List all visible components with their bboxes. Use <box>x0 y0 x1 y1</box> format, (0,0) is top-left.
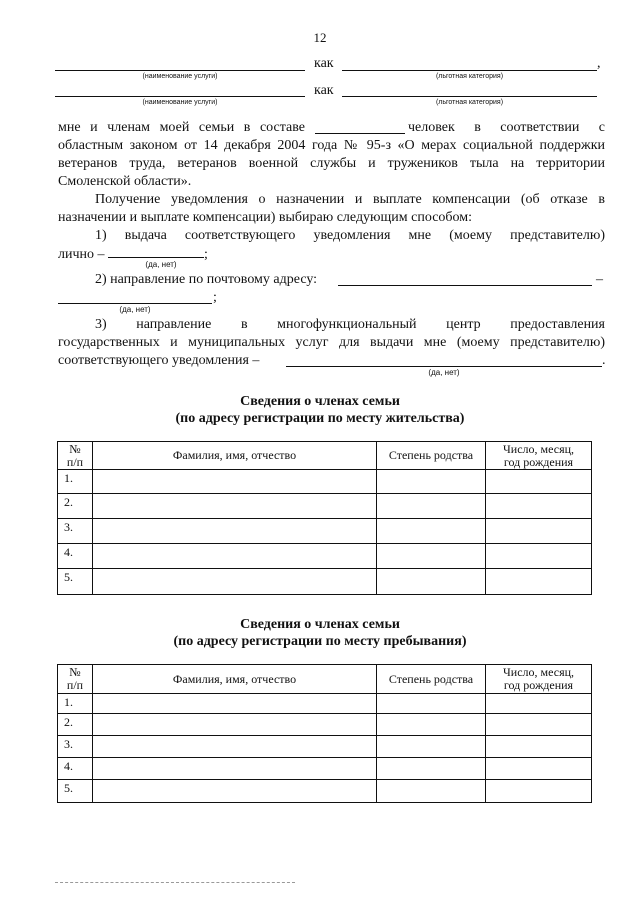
section-residence-title-line-2: (по адресу регистрации по месту жительства) <box>175 411 465 426</box>
row-number: 5. <box>58 780 93 803</box>
header-number: № п/п <box>58 442 93 470</box>
option-2-caption: (да, нет) <box>119 305 151 314</box>
section-residence-title-line-1: Сведения о членах семьи <box>240 394 400 409</box>
table-row <box>58 780 592 803</box>
full-name-cell[interactable] <box>93 758 377 780</box>
service-caption: (наименование услуги) <box>142 99 218 106</box>
table-row <box>58 736 592 758</box>
service-name-field[interactable] <box>55 70 305 71</box>
relation-cell[interactable] <box>377 694 486 714</box>
birth-date-cell[interactable] <box>486 780 592 803</box>
family-table-residence <box>57 441 592 595</box>
full-name-cell[interactable] <box>93 569 377 595</box>
section-stay-title-line-2: (по адресу регистрации по месту пребывания) <box>173 634 467 649</box>
header-birth-date: Число, месяц, год рождения <box>486 665 592 694</box>
category-field[interactable] <box>342 96 597 97</box>
option-1-caption: (да, нет) <box>145 260 177 269</box>
option-1-prefix: лично – <box>58 247 105 262</box>
row-number: 2. <box>58 494 93 519</box>
option-3-answer-field[interactable] <box>286 366 602 367</box>
row-number: 1. <box>58 470 93 494</box>
relation-cell[interactable] <box>377 519 486 544</box>
option-1-answer-field[interactable] <box>108 246 204 258</box>
section-residence-title <box>0 393 640 427</box>
option-2-answer-field[interactable] <box>58 303 212 304</box>
option-3-caption: (да, нет) <box>428 368 460 377</box>
category-caption: (льготная категория) <box>435 73 504 80</box>
full-name-cell[interactable] <box>93 470 377 494</box>
family-line-1-end: человек в соответствии с <box>408 120 605 135</box>
birth-date-cell[interactable] <box>486 544 592 569</box>
birth-date-cell[interactable] <box>486 470 592 494</box>
option-3-line-1: 3) направление в многофункциональный центр предоставления <box>95 317 605 332</box>
option-3-prefix: соответствующего уведомления – <box>58 353 260 368</box>
table-row <box>58 470 592 494</box>
full-name-cell[interactable] <box>93 780 377 803</box>
header-birth-date: Число, месяц, год рождения <box>486 442 592 470</box>
category-caption: (льготная категория) <box>435 99 504 106</box>
relation-cell[interactable] <box>377 758 486 780</box>
section-stay-title-line-1: Сведения о членах семьи <box>240 617 400 632</box>
full-name-cell[interactable] <box>93 494 377 519</box>
row-number: 2. <box>58 714 93 736</box>
table-header-row <box>58 665 592 694</box>
header-relation: Степень родства <box>377 442 486 470</box>
section-stay-title <box>0 616 640 650</box>
option-1-line-1: 1) выдача соответствующего уведомления мне (моему представителю) <box>95 228 605 243</box>
relation-cell[interactable] <box>377 569 486 595</box>
family-line-4: Смоленской области». <box>58 174 192 189</box>
full-name-cell[interactable] <box>93 519 377 544</box>
row-number: 1. <box>58 694 93 714</box>
connector-text: как <box>314 56 334 71</box>
birth-date-cell[interactable] <box>486 569 592 595</box>
table-row <box>58 569 592 595</box>
relation-cell[interactable] <box>377 736 486 758</box>
family-line-2: областным законом от 14 декабря 2004 года № 95-з «О мерах социальной поддержки <box>58 138 605 153</box>
option-3-line-2: государственных и муниципальных услуг для выдачи мне (моему представителю) <box>58 335 605 350</box>
service-name-field[interactable] <box>55 96 305 97</box>
full-name-cell[interactable] <box>93 694 377 714</box>
table-row <box>58 519 592 544</box>
page-number: 12 <box>313 30 327 45</box>
birth-date-cell[interactable] <box>486 758 592 780</box>
birth-date-cell[interactable] <box>486 519 592 544</box>
birth-date-cell[interactable] <box>486 714 592 736</box>
notification-line-2: назначении и выплате компенсации) выбираю следующим способом: <box>58 210 473 225</box>
row-number: 3. <box>58 736 93 758</box>
family-table-stay <box>57 664 592 803</box>
birth-date-cell[interactable] <box>486 736 592 758</box>
header-full-name: Фамилия, имя, отчество <box>93 665 377 694</box>
table-row <box>58 494 592 519</box>
connector-text: как <box>314 83 334 98</box>
trailing-comma: , <box>597 56 601 71</box>
row-number: 3. <box>58 519 93 544</box>
notification-line-1: Получение уведомления о назначении и выплате компенсации (об отказе в <box>95 192 605 207</box>
family-count-field[interactable] <box>315 133 405 134</box>
table-row <box>58 544 592 569</box>
option-2-prefix: 2) направление по почтовому адресу: <box>95 272 318 287</box>
table-row <box>58 714 592 736</box>
table-row <box>58 694 592 714</box>
row-number: 4. <box>58 758 93 780</box>
option-2-dash: – <box>596 272 603 287</box>
header-number: № п/п <box>58 665 93 694</box>
relation-cell[interactable] <box>377 780 486 803</box>
table-row <box>58 758 592 780</box>
full-name-cell[interactable] <box>93 544 377 569</box>
family-line-3: ветеранов труда, ветеранов военной службы и тружеников тыла на территории <box>58 156 605 171</box>
full-name-cell[interactable] <box>93 714 377 736</box>
postal-address-field[interactable] <box>338 285 592 286</box>
option-3-suffix: . <box>602 353 606 368</box>
relation-cell[interactable] <box>377 494 486 519</box>
header-relation: Степень родства <box>377 665 486 694</box>
family-line-1-start: мне и членам моей семьи в составе <box>58 120 305 135</box>
service-caption: (наименование услуги) <box>142 73 218 80</box>
category-field[interactable] <box>342 70 597 71</box>
table-header-row <box>58 442 592 470</box>
relation-cell[interactable] <box>377 714 486 736</box>
birth-date-cell[interactable] <box>486 694 592 714</box>
row-number: 5. <box>58 569 93 595</box>
birth-date-cell[interactable] <box>486 494 592 519</box>
footer-divider <box>55 882 295 883</box>
option-2-suffix: ; <box>213 290 217 305</box>
header-full-name: Фамилия, имя, отчество <box>93 442 377 470</box>
full-name-cell[interactable] <box>93 736 377 758</box>
option-1-suffix: ; <box>204 247 208 262</box>
row-number: 4. <box>58 544 93 569</box>
relation-cell[interactable] <box>377 470 486 494</box>
relation-cell[interactable] <box>377 544 486 569</box>
